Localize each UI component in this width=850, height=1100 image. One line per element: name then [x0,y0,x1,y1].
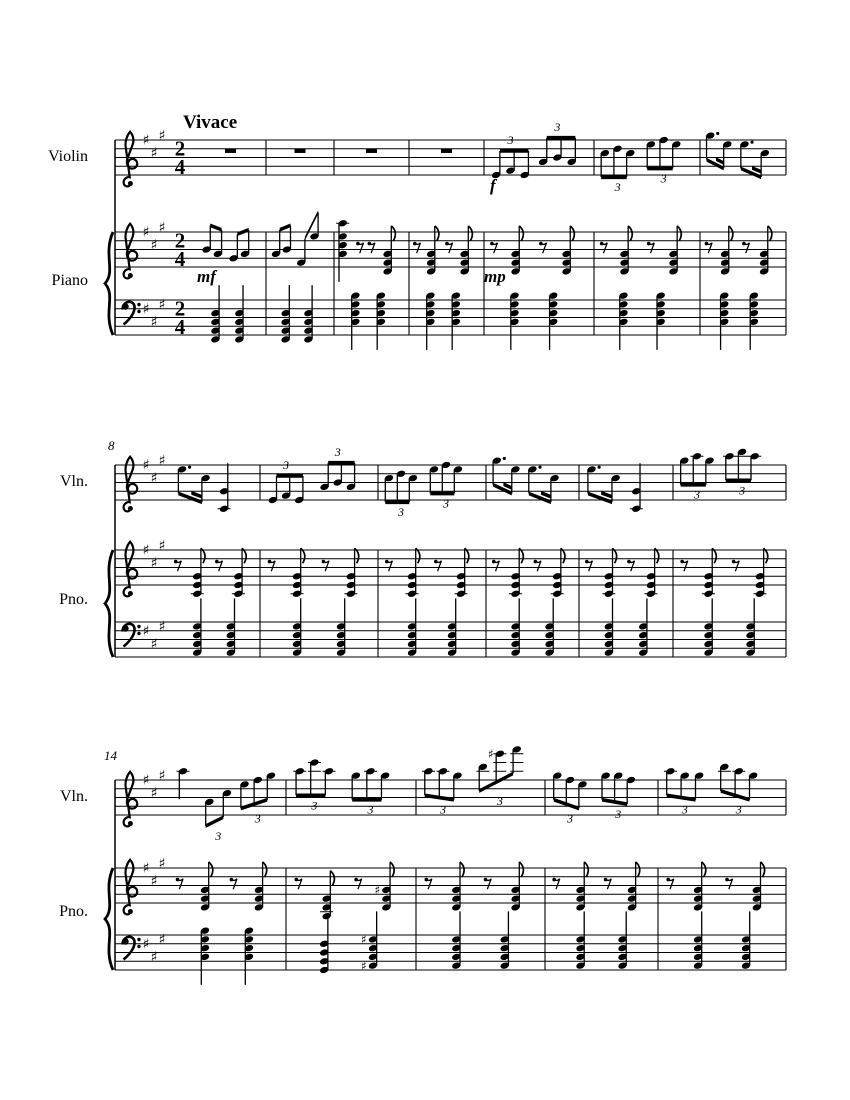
key-signature-sharp: ♯ [158,538,166,555]
dynamic-mf: mf [197,267,216,286]
key-signature-sharp: ♯ [150,636,158,653]
tuplet-number: 3 [554,119,561,134]
key-signature-sharp: ♯ [150,949,158,966]
key-signature-sharp: ♯ [150,237,158,254]
tuplet-number: 3 [614,180,621,195]
instrument-label-vln-3: Vln. [60,788,88,805]
key-signature-sharp: ♯ [158,768,166,785]
violin-staff [115,745,786,843]
time-signature: 2 [174,228,186,253]
piano-brace [105,868,113,970]
piano-treble-staff [115,856,786,920]
key-signature-sharp: ♯ [142,132,150,149]
bass-clef-icon [122,624,140,647]
dynamic-mp: mp [484,267,506,286]
violin-staff [115,445,786,519]
system-1 [105,120,786,350]
measure-rest [366,149,377,153]
tempo-marking: Vivace [183,112,238,133]
piano-bass-staff [115,285,786,350]
piano-bass-staff [115,598,786,657]
key-signature-sharp: ♯ [158,618,166,635]
piano-brace [105,232,113,335]
key-signature-sharp: ♯ [150,873,158,890]
piano-treble-staff [115,538,786,598]
key-signature-sharp: ♯ [150,470,158,487]
key-signature-sharp: ♯ [142,224,150,241]
measure-rest [225,149,236,153]
tuplet-number: 3 [496,793,503,808]
key-signature-sharp: ♯ [142,623,150,640]
key-signature-sharp: ♯ [142,457,150,474]
key-signature-sharp: ♯ [150,555,158,572]
tuplet-number: 3 [507,133,514,147]
time-signature: 4 [174,315,186,339]
tuplet-number: 3 [254,811,261,826]
accidental-sharp: ♯ [361,958,367,973]
key-signature-sharp: ♯ [142,772,150,789]
piano-brace [105,550,113,657]
dynamic-f: f [490,176,496,195]
instrument-label-vln-2: Vln. [60,473,88,490]
time-signature: 2 [174,136,186,161]
instrument-label-pno-3: Pno. [59,903,88,920]
bass-clef-icon [122,937,140,960]
accidental-sharp: ♯ [361,932,367,947]
system-2 [105,445,786,657]
key-signature-sharp: ♯ [158,296,166,313]
tuplet-number: 3 [735,802,742,817]
key-signature-sharp: ♯ [158,453,166,470]
measure-rest [295,149,306,153]
time-signature: 4 [174,155,186,179]
tuplet-number: 3 [693,487,700,502]
tuplet-number: 3 [739,483,746,498]
measure-number-8: 8 [108,438,115,453]
tuplet-number: 3 [398,505,404,520]
key-signature-sharp: ♯ [150,145,158,162]
time-signature: 4 [174,247,186,271]
bass-clef-icon [122,302,140,325]
tuplet-number: 3 [443,496,449,511]
instrument-label-pno-2: Pno. [59,591,88,608]
instrument-label-violin: Violin [48,148,88,165]
key-signature-sharp: ♯ [142,542,150,559]
key-signature-sharp: ♯ [142,936,150,953]
tuplet-number: 3 [439,802,446,817]
key-signature-sharp: ♯ [158,931,166,948]
key-signature-sharp: ♯ [142,301,150,318]
tuplet-number: 3 [215,828,222,843]
instrument-label-piano: Piano [51,272,88,289]
tuplet-number: 3 [367,802,374,817]
tuplet-number: 3 [311,798,318,813]
tuplet-number: 3 [615,807,622,821]
key-signature-sharp: ♯ [150,785,158,802]
key-signature-sharp: ♯ [158,856,166,873]
key-signature-sharp: ♯ [158,128,166,145]
piano-bass-staff [115,911,786,985]
measure-number-14: 14 [104,748,117,763]
tuplet-number: 3 [567,811,573,826]
tuplet-number: 3 [660,171,667,186]
accidental-sharp: ♯ [487,746,494,761]
key-signature-sharp: ♯ [150,314,158,331]
system-3 [105,745,786,985]
tuplet-number: 3 [681,802,688,817]
time-signature: 2 [174,296,186,321]
tuplet-number: 3 [283,458,289,472]
accidental-sharp: ♯ [374,883,381,898]
key-signature-sharp: ♯ [158,220,166,237]
tuplet-number: 3 [334,444,341,459]
key-signature-sharp: ♯ [142,860,150,877]
measure-rest [441,149,452,153]
